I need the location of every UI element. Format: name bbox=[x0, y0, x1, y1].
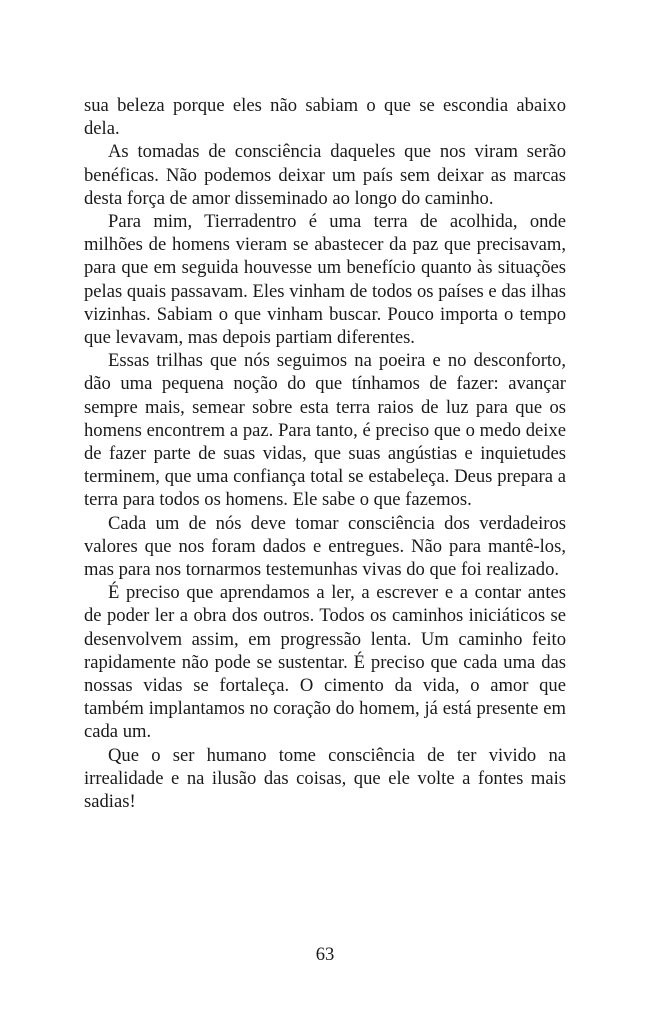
page-body bbox=[84, 94, 566, 813]
paragraph: Que o ser humano tome consciência de ter vivido na irrealidade e na ilusão das coisas, que ele volte a fontes mais sadias! bbox=[84, 744, 566, 813]
paragraph: Para mim, Tierradentro é uma terra de acolhida, onde milhões de homens vieram se abastecer da paz que precisavam, para que em seguida houvesse um benefício quanto às situações pelas quais passavam. Eles vinham de todos os países e das ilhas vizinhas. Sabiam o que vinham buscar. Pouco importa o tempo que levavam, mas depois partiam diferentes. bbox=[84, 211, 566, 349]
paragraph: Essas trilhas que nós seguimos na poeira e no desconforto, dão uma pequena noção do que tínhamos de fazer: avançar sempre mais, semear sobre esta terra raios de luz para que os homens encontrem a paz. Para tanto, é preciso que o medo deixe de fazer parte de suas vidas, que suas angústias e inquietudes terminem, que uma confiança total se estabeleça. Deus prepara a terra para todos os homens. Ele sabe o que fazemos. bbox=[84, 350, 566, 511]
page-number: 63 bbox=[315, 944, 335, 965]
paragraph: As tomadas de consciência daqueles que nos viram serão benéficas. Não podemos deixar um país sem deixar as marcas desta força de amor disseminado ao longo do caminho. bbox=[84, 141, 566, 209]
paragraph-continuation: sua beleza porque eles não sabiam o que se escondia abaixo dela. bbox=[84, 95, 566, 140]
paragraph: Cada um de nós deve tomar consciência dos verdadeiros valores que nos foram dados e entregues. Não para mantê-los, mas para nos tornarmos testemunhas vivas do que foi realizado. bbox=[84, 512, 566, 581]
paragraph: É preciso que aprendamos a ler, a escrever e a contar antes de poder ler a obra dos outros. Todos os caminhos iniciáticos se desenvolvem assim, em progressão lenta. Um caminho feito rapidamente não pode se sustentar. É preciso que cada uma das nossas vidas se fortaleça. O cimento da vida, o amor que também implantamos no coração do homem, já está presente em cada um. bbox=[84, 582, 566, 743]
